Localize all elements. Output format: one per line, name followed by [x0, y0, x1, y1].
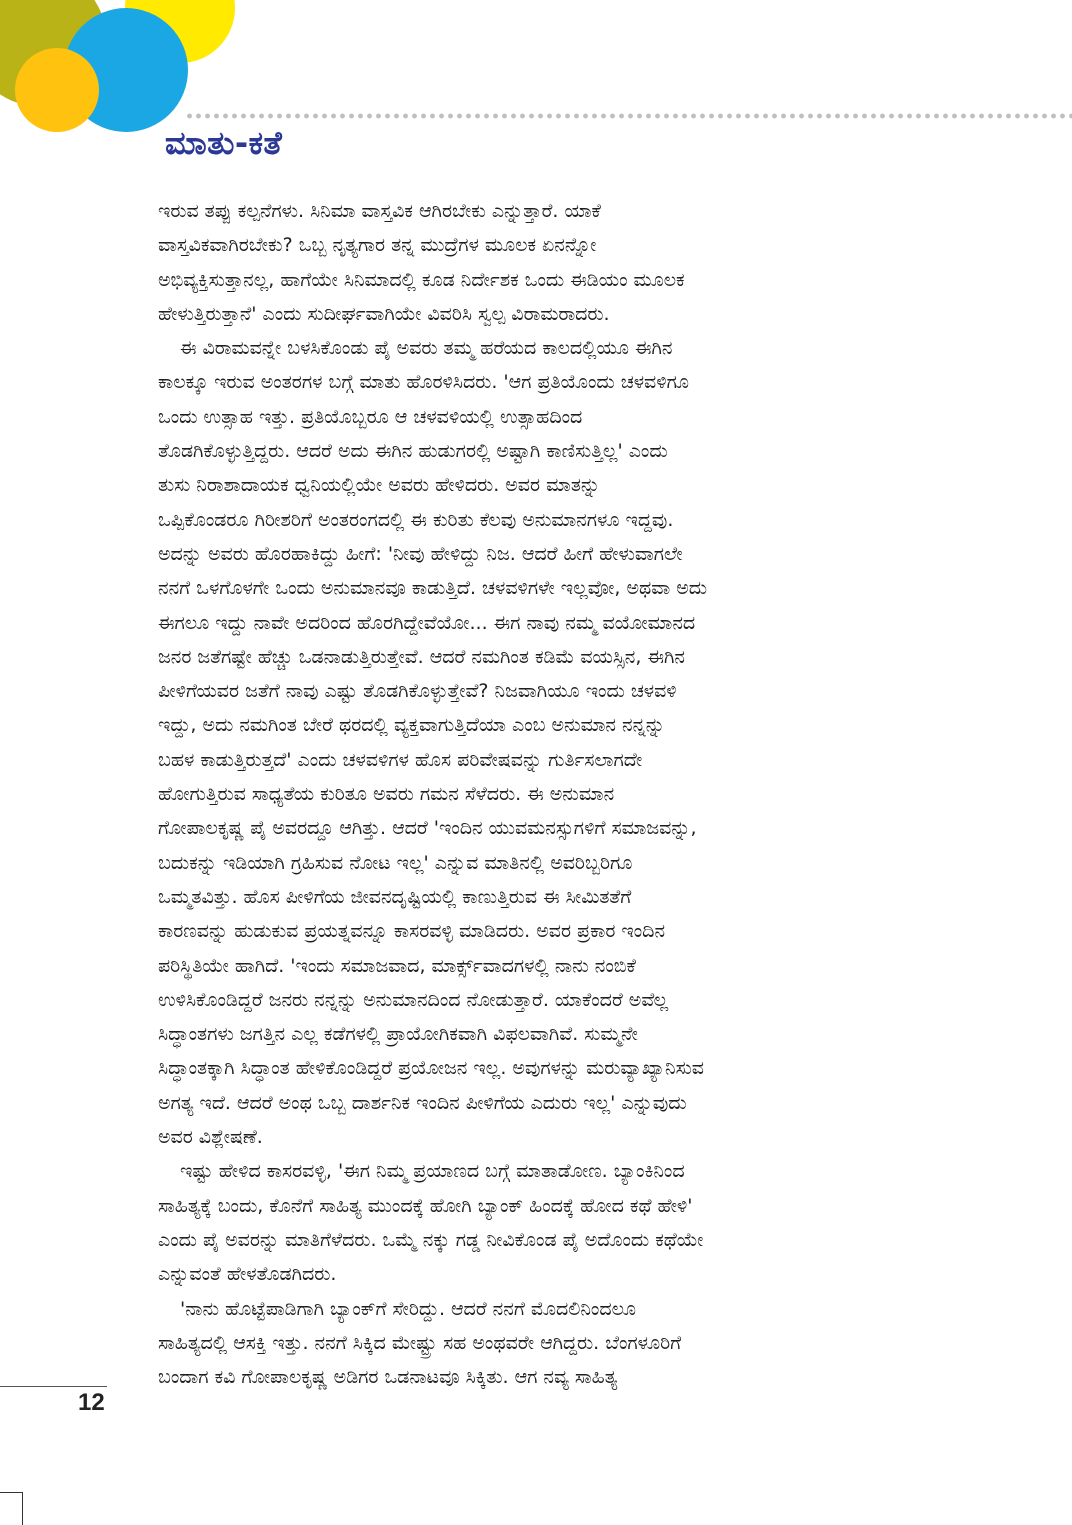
header-decoration: [0, 0, 240, 140]
text-line: ಹೇಳುತ್ತಿರುತ್ತಾನೆ' ಎಂದು ಸುದೀರ್ಘವಾಗಿಯೇ ವಿವರಿಸಿ ಸ್ವಲ್ಪ ವಿರಾಮರಾದರು.: [158, 302, 610, 325]
orange-circle: [15, 48, 99, 132]
text-line: ಸಿದ್ಧಾಂತಕ್ಕಾಗಿ ಸಿದ್ಧಾಂತ ಹೇಳಿಕೊಂಡಿದ್ದರೆ ಪ್ರಯೋಜನ ಇಲ್ಲ. ಅವುಗಳನ್ನು ಮರುವ್ಯಾಖ್ಯಾನಿಸುವ: [158, 1057, 704, 1080]
text-line: ಸಾಹಿತ್ಯಕ್ಕೆ ಬಂದು, ಕೊನೆಗೆ ಸಾಹಿತ್ಯ ಮುಂದಕ್ಕೆ ಹೋಗಿ ಬ್ಯಾಂಕ್ ಹಿಂದಕ್ಕೆ ಹೋದ ಕಥೆ ಹೇಳಿ': [158, 1194, 693, 1217]
text-line: ಹೋಗುತ್ತಿರುವ ಸಾಧ್ಯತೆಯ ಕುರಿತೂ ಅವರು ಗಮನ ಸೆಳೆದರು. ಈ ಅನುಮಾನ: [158, 783, 615, 806]
text-line: ಇರುವ ತಪ್ಪು ಕಲ್ಪನೆಗಳು. ಸಿನಿಮಾ ವಾಸ್ತವಿಕ ಆಗಿರಬೇಕು ಎನ್ನುತ್ತಾರೆ. ಯಾಕೆ: [158, 200, 601, 222]
text-line: ಬಹಳ ಕಾಡುತ್ತಿರುತ್ತದೆ' ಎಂದು ಚಳವಳಿಗಳ ಹೊಸ ಪರಿವೇಷವನ್ನು ಗುರ್ತಿಸಲಾಗದೇ: [158, 748, 643, 771]
text-line: ಒಂದು ಉತ್ಸಾಹ ಇತ್ತು. ಪ್ರತಿಯೊಬ್ಬರೂ ಆ ಚಳವಳಿಯಲ್ಲಿ ಉತ್ಸಾಹದಿಂದ: [158, 405, 583, 428]
crop-mark: [0, 1492, 23, 1493]
text-line: 'ನಾನು ಹೊಟ್ಟೆಪಾಡಿಗಾಗಿ ಬ್ಯಾಂಕ್‌ಗೆ ಸೇರಿದ್ದು. ಆದರೆ ನನಗೆ ಮೊದಲಿನಿಂದಲೂ: [180, 1297, 637, 1320]
text-line: ಈ ವಿರಾಮವನ್ನೇ ಬಳಸಿಕೊಂಡು ಪೈ ಅವರು ತಮ್ಮ ಹರೆಯದ ಕಾಲದಲ್ಲಿಯೂ ಈಗಿನ: [180, 337, 673, 360]
article-body: [158, 194, 918, 1394]
text-line: ಅದನ್ನು ಅವರು ಹೊರಹಾಕಿದ್ದು ಹೀಗೆ: 'ನೀವು ಹೇಳಿದ್ದು ನಿಜ. ಆದರೆ ಹೀಗೆ ಹೇಳುವಾಗಲೇ: [158, 542, 683, 565]
text-line: ಗೋಪಾಲಕೃಷ್ಣ ಪೈ ಅವರದ್ದೂ ಆಗಿತ್ತು. ಆದರೆ 'ಇಂದಿನ ಯುವಮನಸ್ಸುಗಳಿಗೆ ಸಮಾಜವನ್ನು,: [158, 817, 697, 840]
text-line: ಪೀಳಿಗೆಯವರ ಜತೆಗೆ ನಾವು ಎಷ್ಟು ತೊಡಗಿಕೊಳ್ಳುತ್ತೇವೆ? ನಿಜವಾಗಿಯೂ ಇಂದು ಚಳವಳಿ: [158, 680, 677, 703]
text-line: ಅಗತ್ಯ ಇದೆ. ಆದರೆ ಅಂಥ ಒಬ್ಬ ದಾರ್ಶನಿಕ ಇಂದಿನ ಪೀಳಿಗೆಯ ಎದುರು ಇಲ್ಲ' ಎನ್ನುವುದು: [158, 1091, 687, 1114]
text-line: ಕಾರಣವನ್ನು ಹುಡುಕುವ ಪ್ರಯತ್ನವನ್ನೂ ಕಾಸರವಳ್ಳಿ ಮಾಡಿದರು. ಅವರ ಪ್ರಕಾರ ಇಂದಿನ: [158, 920, 666, 943]
text-line: ಬಂದಾಗ ಕವಿ ಗೋಪಾಲಕೃಷ್ಣ ಅಡಿಗರ ಒಡನಾಟವೂ ಸಿಕ್ಕಿತು. ಆಗ ನವ್ಯ ಸಾಹಿತ್ಯ: [158, 1366, 618, 1389]
text-line: ತೊಡಗಿಕೊಳ್ಳುತ್ತಿದ್ದರು. ಆದರೆ ಅದು ಈಗಿನ ಹುಡುಗರಲ್ಲಿ ಅಷ್ಟಾಗಿ ಕಾಣಿಸುತ್ತಿಲ್ಲ' ಎಂದು: [158, 440, 668, 463]
crop-mark: [22, 1492, 23, 1525]
text-line: ವಾಸ್ತವಿಕವಾಗಿರಬೇಕು? ಒಬ್ಬ ನೃತ್ಯಗಾರ ತನ್ನ ಮುದ್ರೆಗಳ ಮೂಲಕ ಏನನ್ನೋ: [158, 234, 597, 257]
paragraph: [158, 331, 918, 1154]
text-line: ಎನ್ನುವಂತೆ ಹೇಳತೊಡಗಿದರು.: [158, 1263, 337, 1286]
text-line: ಸಿದ್ಧಾಂತಗಳು ಜಗತ್ತಿನ ಎಲ್ಲ ಕಡೆಗಳಲ್ಲಿ ಪ್ರಾಯೋಗಿಕವಾಗಿ ವಿಫಲವಾಗಿವೆ. ಸುಮ್ಮನೇ: [158, 1023, 638, 1046]
text-line: ಕಾಲಕ್ಕೂ ಇರುವ ಅಂತರಗಳ ಬಗ್ಗೆ ಮಾತು ಹೊರಳಿಸಿದರು. 'ಆಗ ಪ್ರತಿಯೊಂದು ಚಳವಳಿಗೂ: [158, 371, 689, 394]
text-line: ಇಷ್ಟು ಹೇಳಿದ ಕಾಸರವಳ್ಳಿ, 'ಈಗ ನಿಮ್ಮ ಪ್ರಯಾಣದ ಬಗ್ಗೆ ಮಾತಾಡೋಣ. ಬ್ಯಾಂಕಿನಿಂದ: [180, 1160, 685, 1183]
text-line: ಬದುಕನ್ನು ಇಡಿಯಾಗಿ ಗ್ರಹಿಸುವ ನೋಟ ಇಲ್ಲ' ಎನ್ನುವ ಮಾತಿನಲ್ಲಿ ಅವರಿಬ್ಬರಿಗೂ: [158, 851, 633, 874]
text-line: ಇದ್ದು, ಅದು ನಮಗಿಂತ ಬೇರೆ ಥರದಲ್ಲಿ ವ್ಯಕ್ತವಾಗುತ್ತಿದೆಯಾ ಎಂಬ ಅನುಮಾನ ನನ್ನನ್ನು: [158, 714, 665, 737]
page-number: 12: [78, 1389, 105, 1416]
text-line: ಒಮ್ಮತವಿತ್ತು. ಹೊಸ ಪೀಳಿಗೆಯ ಜೀವನದೃಷ್ಟಿಯಲ್ಲಿ ಕಾಣುತ್ತಿರುವ ಈ ಸೀಮಿತತೆಗೆ: [158, 885, 632, 908]
text-line: ನನಗೆ ಒಳಗೊಳಗೇ ಒಂದು ಅನುಮಾನವೂ ಕಾಡುತ್ತಿದೆ. ಚಳವಳಿಗಳೇ ಇಲ್ಲವೋ, ಅಥವಾ ಅದು: [158, 577, 708, 600]
paragraph: [158, 1154, 918, 1291]
text-line: ಜನರ ಜತೆಗಷ್ಟೇ ಹೆಚ್ಚು ಒಡನಾಡುತ್ತಿರುತ್ತೇವೆ. ಆದರೆ ನಮಗಿಂತ ಕಡಿಮೆ ವಯಸ್ಸಿನ, ಈಗಿನ: [158, 645, 685, 668]
page-title: ಮಾತು-ಕತೆ: [165, 124, 283, 162]
text-line: ಪರಿಸ್ಥಿತಿಯೇ ಹಾಗಿದೆ. 'ಇಂದು ಸಮಾಜವಾದ, ಮಾರ್ಕ್ಸ್‌ವಾದಗಳಲ್ಲಿ ನಾನು ನಂಬಿಕೆ: [158, 954, 636, 977]
text-line: ಒಪ್ಪಿಕೊಂಡರೂ ಗಿರೀಶರಿಗೆ ಅಂತರಂಗದಲ್ಲಿ ಈ ಕುರಿತು ಕೆಲವು ಅನುಮಾನಗಳೂ ಇದ್ದವು.: [158, 508, 674, 531]
text-line: ಅವರ ವಿಶ್ಲೇಷಣೆ.: [158, 1126, 263, 1149]
text-line: ಈಗಲೂ ಇದ್ದು ನಾವೇ ಅದರಿಂದ ಹೊರಗಿದ್ದೇವೆಯೋ... ಈಗ ನಾವು ನಮ್ಮ ವಯೋಮಾನದ: [158, 611, 696, 634]
text-line: ಸಾಹಿತ್ಯದಲ್ಲಿ ಆಸಕ್ತಿ ಇತ್ತು. ನನಗೆ ಸಿಕ್ಕಿದ ಮೇಷ್ಟ್ರು ಸಹ ಅಂಥವರೇ ಆಗಿದ್ದರು. ಬೆಂಗಳೂರಿಗೆ: [158, 1331, 682, 1354]
footer-rule: [0, 1386, 107, 1387]
paragraph: [158, 194, 918, 331]
text-line: ಅಭಿವ್ಯಕ್ತಿಸುತ್ತಾನಲ್ಲ, ಹಾಗೆಯೇ ಸಿನಿಮಾದಲ್ಲಿ ಕೂಡ ನಿರ್ದೇಶಕ ಒಂದು ಈಡಿಯಂ ಮೂಲಕ: [158, 268, 685, 291]
paragraph: [158, 1292, 918, 1395]
text-line: ತುಸು ನಿರಾಶಾದಾಯಕ ಧ್ವನಿಯಲ್ಲಿಯೇ ಅವರು ಹೇಳಿದರು. ಅವರ ಮಾತನ್ನು: [158, 474, 601, 497]
dotted-divider: [185, 113, 1072, 119]
text-line: ಎಂದು ಪೈ ಅವರನ್ನು ಮಾತಿಗೆಳೆದರು. ಒಮ್ಮೆ ನಕ್ಕು ಗಡ್ಡ ನೀವಿಕೊಂಡ ಪೈ ಅದೊಂದು ಕಥೆಯೇ: [158, 1228, 704, 1251]
text-line: ಉಳಿಸಿಕೊಂಡಿದ್ದರೆ ಜನರು ನನ್ನನ್ನು ಅನುಮಾನದಿಂದ ನೋಡುತ್ತಾರೆ. ಯಾಕೆಂದರೆ ಅವೆಲ್ಲ: [158, 988, 669, 1011]
